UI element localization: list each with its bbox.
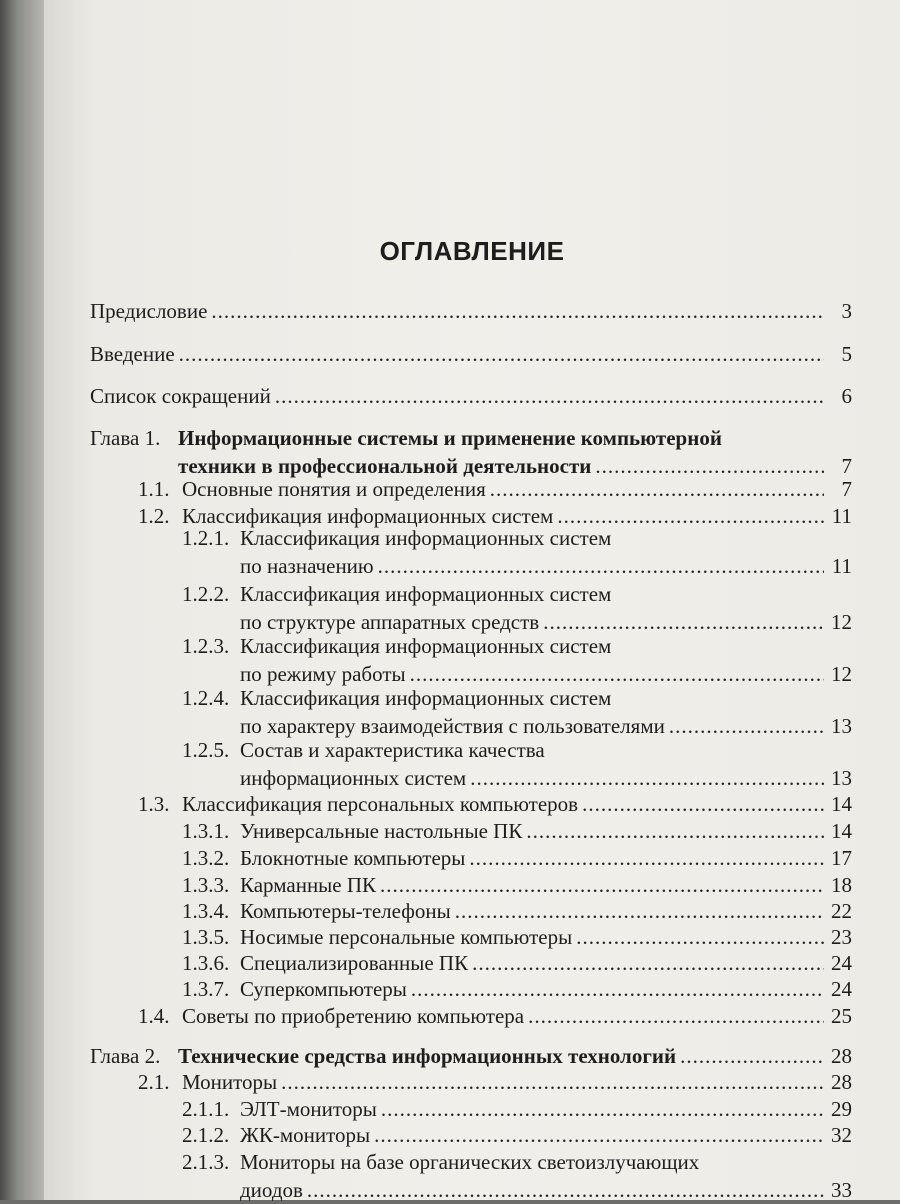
subsection-number: 1.3.5.: [182, 925, 230, 949]
leader-dots: [680, 1042, 824, 1070]
toc-entry-title: Суперкомпьютеры: [240, 977, 407, 1001]
leader-dots: [211, 297, 824, 325]
page-title: ОГЛАВЛЕНИЕ: [379, 236, 565, 266]
toc-entry-title: Советы по приобретению компьютера: [182, 1004, 525, 1028]
subsection-number: 1.2.3.: [182, 634, 230, 658]
leader-dots: [179, 340, 824, 368]
toc-entry-title: Классификация информационных систем: [182, 504, 554, 528]
toc-entry-title: Список сокращений: [90, 384, 271, 408]
toc-page-number: 14: [831, 819, 852, 843]
leader-dots: [528, 1002, 824, 1030]
toc-entry-2-1-3: [182, 1148, 852, 1204]
chapter-number: Глава 1.: [90, 426, 161, 450]
toc-page-number: 12: [831, 610, 852, 634]
toc-entry-title: Классификация информационных систем: [240, 634, 612, 658]
leader-dots: [470, 764, 824, 792]
subsection-number: 1.2.4.: [182, 686, 230, 710]
toc-entry-title: Классификация информационных систем: [240, 526, 612, 550]
toc-page-number: 14: [831, 792, 852, 816]
toc-page-number: 24: [831, 977, 852, 1001]
toc-page-number: 13: [831, 766, 852, 790]
leader-dots: [378, 552, 824, 580]
chapter-number: Глава 2.: [90, 1044, 161, 1068]
section-number: 1.2.: [138, 504, 170, 528]
subsection-number: 1.2.5.: [182, 738, 230, 762]
section-number: 1.3.: [138, 792, 170, 816]
subsection-number: 1.3.7.: [182, 977, 230, 1001]
toc-entry-1-3-6: [182, 949, 852, 977]
toc-entry-title-continued: по характеру взаимодействия с пользователями: [240, 714, 665, 738]
toc-entry-1-2-5: [182, 736, 852, 792]
toc-entry-title: Предисловие: [90, 299, 208, 323]
toc-page-number: 5: [841, 342, 852, 366]
toc-entry-title: Блокнотные компьютеры: [240, 846, 466, 870]
toc-entry-title: Карманные ПК: [240, 873, 377, 897]
toc-page-number: 11: [831, 504, 852, 528]
subsection-number: 1.2.2.: [182, 582, 230, 606]
subsection-number: 1.2.1.: [182, 526, 230, 550]
subsection-number: 1.3.1.: [182, 819, 230, 843]
leader-dots: [374, 1121, 824, 1149]
leader-dots: [526, 817, 824, 845]
toc-entry-preface: [90, 297, 852, 325]
toc-page-number: 25: [831, 1004, 852, 1028]
toc-page-number: 28: [831, 1070, 852, 1094]
toc-entry-1-2-2: [182, 580, 852, 636]
toc-page-number: 3: [841, 299, 852, 323]
toc-page-number: 23: [831, 925, 852, 949]
toc-entry-1-2-4: [182, 684, 852, 740]
toc-page-number: 7: [841, 477, 852, 501]
subsection-number: 1.3.3.: [182, 873, 230, 897]
toc-entry-chapter-2: [90, 1042, 852, 1070]
toc-entry-abbreviations: [90, 382, 852, 410]
toc-entry-1-3: [138, 790, 852, 818]
section-number: 1.1.: [138, 477, 170, 501]
toc-entry-1-3-2: [182, 844, 852, 872]
subsection-number: 1.3.4.: [182, 899, 230, 923]
subsection-number: 2.1.1.: [182, 1097, 230, 1121]
toc-entry-1-3-4: [182, 897, 852, 925]
leader-dots: [472, 949, 824, 977]
toc-entry-title: Основные понятия и определения: [182, 477, 486, 501]
toc-entry-title: Универсальные настольные ПК: [240, 819, 523, 843]
toc-entry-2-1-1: [182, 1095, 852, 1123]
leader-dots: [281, 1068, 824, 1096]
toc-entry-title-continued: по назначению: [240, 554, 374, 578]
toc-entry-1-1: [138, 475, 852, 503]
subsection-number: 2.1.3.: [182, 1150, 230, 1174]
leader-dots: [380, 871, 824, 899]
toc-entry-2-1-2: [182, 1121, 852, 1149]
toc-entry-title: Носимые персональные компьютеры: [240, 925, 573, 949]
toc-entry-title-continued: информационных систем: [240, 766, 467, 790]
toc-page-number: 29: [831, 1097, 852, 1121]
toc-page-number: 6: [841, 384, 852, 408]
toc-entry-title: Компьютеры-телефоны: [240, 899, 451, 923]
toc-entry-title: ЭЛТ-мониторы: [240, 1097, 377, 1121]
leader-dots: [490, 475, 824, 503]
toc-page-number: 33: [831, 1178, 852, 1202]
leader-dots: [582, 790, 824, 818]
book-page: [44, 0, 900, 1200]
leader-dots: [381, 1095, 824, 1123]
toc-page-number: 13: [831, 714, 852, 738]
toc-page-number: 32: [831, 1123, 852, 1147]
toc-page-number: 17: [831, 846, 852, 870]
toc-entry-1-3-7: [182, 975, 852, 1003]
toc-entry-title-continued: по структуре аппаратных средств: [240, 610, 540, 634]
subsection-number: 1.3.2.: [182, 846, 230, 870]
leader-dots: [455, 897, 824, 925]
toc-page-number: 18: [831, 873, 852, 897]
subsection-number: 1.3.6.: [182, 951, 230, 975]
toc-entry-title: Мониторы: [182, 1070, 278, 1094]
toc-entry-title: Состав и характеристика качества: [240, 738, 545, 762]
toc-entry-title: Мониторы на базе органических светоизлучающих: [240, 1150, 700, 1174]
toc-page-number: 24: [831, 951, 852, 975]
subsection-number: 2.1.2.: [182, 1123, 230, 1147]
toc-entry-1-3-1: [182, 817, 852, 845]
toc-entry-1-2-3: [182, 632, 852, 688]
toc-entry-1-3-5: [182, 923, 852, 951]
leader-dots: [576, 923, 824, 951]
toc-entry-title: Введение: [90, 342, 175, 366]
leader-dots: [469, 844, 824, 872]
toc-entry-introduction: [90, 340, 852, 368]
toc-entry-1-3-3: [182, 871, 852, 899]
toc-entry-title-continued: по режиму работы: [240, 662, 406, 686]
toc-entry-1-4: [138, 1002, 852, 1030]
toc-entry-title: Классификация персональных компьютеров: [182, 792, 579, 816]
toc-entry-title: ЖК-мониторы: [240, 1123, 371, 1147]
toc-entry-1-2-1: [182, 524, 852, 580]
leader-dots: [411, 975, 824, 1003]
toc-entry-chapter-1: [90, 424, 852, 480]
section-number: 1.4.: [138, 1004, 170, 1028]
toc-entry-title: Классификация информационных систем: [240, 686, 612, 710]
toc-entry-title-continued: диодов: [240, 1178, 303, 1202]
toc-entry-title: Классификация информационных систем: [240, 582, 612, 606]
toc-page-number: 11: [831, 554, 852, 578]
adjacent-page-edge: [0, 0, 44, 1200]
toc-page-number: 12: [831, 662, 852, 686]
toc-entry-title: Специализированные ПК: [240, 951, 469, 975]
toc-entry-title-continued: техники в профессиональной деятельности: [178, 454, 592, 478]
toc-entry-2-1: [138, 1068, 852, 1096]
leader-dots: [275, 382, 824, 410]
toc-entry-title: Информационные системы и применение компьютерной: [178, 426, 722, 450]
toc-page-number: 28: [831, 1044, 852, 1068]
toc-page-number: 7: [841, 454, 852, 478]
toc-entry-title: Технические средства информационных технологий: [178, 1044, 677, 1068]
toc-page-number: 22: [831, 899, 852, 923]
section-number: 2.1.: [138, 1070, 170, 1094]
